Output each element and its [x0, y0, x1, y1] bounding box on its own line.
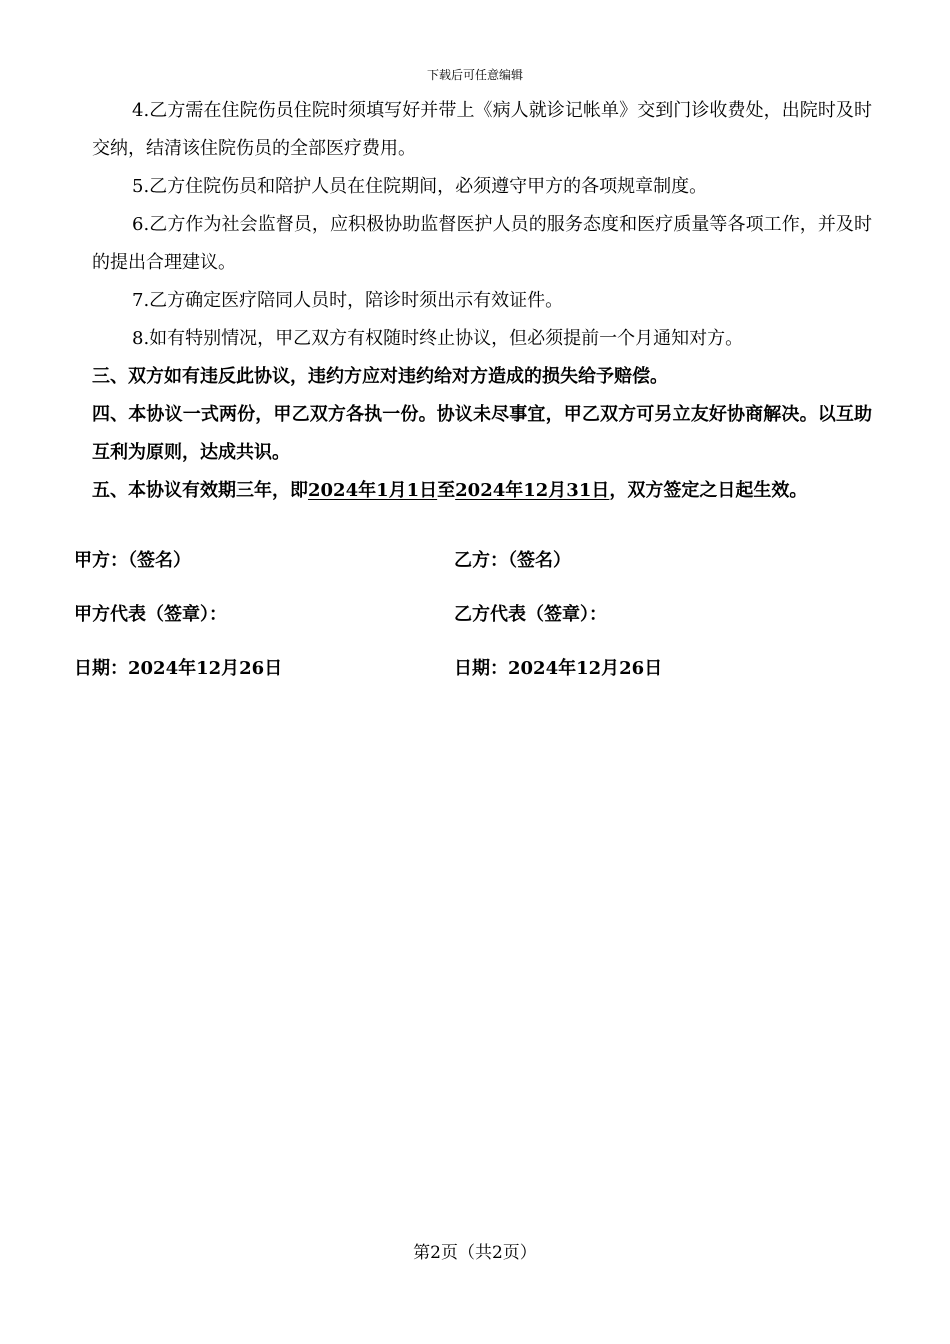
item-8: 8.如有特别情况，甲乙双方有权随时终止协议，但必须提前一个月通知对方。	[132, 328, 744, 349]
signature-row-date	[74, 640, 874, 694]
party-a-signature: 甲方：（签名）	[74, 550, 191, 571]
party-b-representative: 乙方代表（签章）：	[454, 604, 607, 625]
signature-row-sign	[74, 532, 874, 586]
party-a-representative: 甲方代表（签章）：	[74, 604, 227, 625]
party-a-date: 日期：2024年12月26日	[74, 658, 283, 679]
clause-5-suffix: ，双方签定之日起生效。	[609, 480, 808, 501]
item-5: 5.乙方住院伤员和陪护人员在住院期间，必须遵守甲方的各项规章制度。	[132, 176, 708, 197]
clause-5-middle: 至	[437, 480, 456, 501]
clause-5-prefix: 五、本协议有效期三年，即	[92, 480, 308, 501]
item-7: 7.乙方确定医疗陪同人员时，陪诊时须出示有效证件。	[132, 290, 564, 311]
clause-4: 四、本协议一式两份，甲乙双方各执一份。协议未尽事宜，甲乙双方可另立友好协商解决。以互助互利为原则，达成共识。	[92, 404, 872, 463]
item-6: 6.乙方作为社会监督员，应积极协助监督医护人员的服务态度和医疗质量等各项工作，并及时的提出合理建议。	[92, 214, 872, 273]
party-b-date: 日期：2024年12月26日	[454, 658, 663, 679]
clause-3: 三、双方如有违反此协议，违约方应对违约给对方造成的损失给予赔偿。	[92, 366, 668, 387]
agreement-body	[92, 92, 872, 510]
page-number-footer: 第2页（共2页）	[413, 1243, 537, 1263]
header-note: 下载后可任意编辑	[426, 68, 523, 82]
clause-5-end-date: 2024年12月31日	[455, 480, 610, 501]
signature-block	[74, 532, 874, 694]
item-4: 4.乙方需在住院伤员住院时须填写好并带上《病人就诊记帐单》交到门诊收费处，出院时及时交纳，结清该住院伤员的全部医疗费用。	[92, 100, 872, 159]
clause-5	[92, 472, 872, 510]
signature-row-rep	[74, 586, 874, 640]
party-b-signature: 乙方：（签名）	[454, 550, 571, 571]
clause-5-start-date: 2024年1月1日	[308, 480, 438, 501]
